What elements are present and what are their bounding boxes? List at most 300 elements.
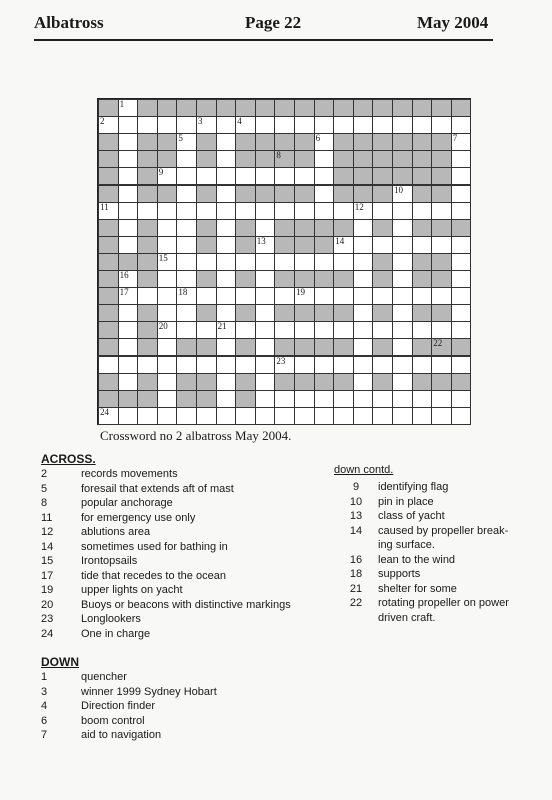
crossword-cell[interactable] <box>392 116 413 134</box>
crossword-cell[interactable] <box>451 133 472 151</box>
crossword-cell[interactable] <box>176 219 197 237</box>
crossword-cell[interactable] <box>255 304 276 322</box>
crossword-cell[interactable] <box>118 373 139 391</box>
crossword-cell[interactable] <box>118 99 139 117</box>
clue-text: lean to the wind <box>378 553 456 566</box>
crossword-cell[interactable] <box>176 116 197 134</box>
clue-row <box>41 728 217 743</box>
clue-text: rotating propeller on power driven craft. <box>378 597 509 624</box>
crossword-cell[interactable] <box>196 253 217 271</box>
crossword-cell[interactable] <box>451 116 472 134</box>
crossword-cell[interactable] <box>118 407 139 425</box>
crossword-cell[interactable] <box>255 338 276 356</box>
crossword-cell[interactable] <box>196 287 217 305</box>
crossword-cell[interactable] <box>255 253 276 271</box>
clue-row <box>41 554 291 569</box>
crossword-cell[interactable] <box>451 356 472 374</box>
crossword-cell[interactable] <box>255 219 276 237</box>
clue-row <box>334 495 518 510</box>
crossword-cell[interactable] <box>353 338 374 356</box>
crossword-cell[interactable] <box>157 202 178 220</box>
crossword-cell[interactable] <box>118 338 139 356</box>
crossword-cell[interactable] <box>353 116 374 134</box>
crossword-cell[interactable] <box>431 356 452 374</box>
clue-number: 16 <box>349 553 363 566</box>
clue-text: records movements <box>81 468 178 480</box>
crossword-cell[interactable] <box>118 185 139 203</box>
crossword-block <box>294 236 315 254</box>
crossword-block <box>98 270 119 288</box>
crossword-cell[interactable] <box>235 116 256 134</box>
crossword-block <box>176 99 197 117</box>
crossword-cell[interactable] <box>216 185 237 203</box>
clue-row <box>334 509 518 524</box>
crossword-cell[interactable] <box>157 321 178 339</box>
crossword-cell[interactable] <box>274 202 295 220</box>
crossword-cell[interactable] <box>176 236 197 254</box>
crossword-cell[interactable] <box>314 167 335 185</box>
crossword-cell[interactable] <box>392 390 413 408</box>
crossword-cell[interactable] <box>196 167 217 185</box>
crossword-block <box>137 321 158 339</box>
clue-row <box>41 467 291 482</box>
down-contd-heading: down contd. <box>334 464 394 476</box>
crossword-cell[interactable] <box>353 304 374 322</box>
crossword-cell[interactable] <box>216 338 237 356</box>
crossword-cell[interactable] <box>451 304 472 322</box>
crossword-block <box>137 373 158 391</box>
crossword-cell[interactable] <box>176 270 197 288</box>
crossword-cell[interactable] <box>431 407 452 425</box>
crossword-cell[interactable] <box>451 390 472 408</box>
crossword-cell[interactable] <box>216 373 237 391</box>
crossword-cell[interactable] <box>157 253 178 271</box>
crossword-cell[interactable] <box>216 304 237 322</box>
crossword-block <box>196 390 217 408</box>
crossword-cell[interactable] <box>372 407 393 425</box>
crossword-cell[interactable] <box>216 287 237 305</box>
crossword-cell[interactable] <box>412 356 433 374</box>
crossword-block <box>196 304 217 322</box>
crossword-cell[interactable] <box>392 321 413 339</box>
clue-number: 15 <box>41 555 54 567</box>
clue-number: 10 <box>394 184 403 195</box>
crossword-cell[interactable] <box>353 236 374 254</box>
clue-text: caused by propeller break-ing surface. <box>378 524 509 551</box>
crossword-cell[interactable] <box>294 356 315 374</box>
crossword-cell[interactable] <box>157 270 178 288</box>
crossword-cell[interactable] <box>176 253 197 271</box>
crossword-cell[interactable] <box>176 133 197 151</box>
crossword-cell[interactable] <box>372 236 393 254</box>
crossword-cell[interactable] <box>372 321 393 339</box>
clue-row <box>41 627 291 642</box>
clue-number: 5 <box>41 482 48 495</box>
crossword-cell[interactable] <box>294 167 315 185</box>
clue-number: 14 <box>349 524 363 537</box>
clue-text: Irontopsails <box>81 555 138 567</box>
crossword-cell[interactable] <box>412 390 433 408</box>
crossword-block <box>235 270 256 288</box>
crossword-block <box>451 373 472 391</box>
crossword-cell[interactable] <box>157 167 178 185</box>
crossword-cell[interactable] <box>118 287 139 305</box>
crossword-cell[interactable] <box>176 167 197 185</box>
clue-number: 12 <box>41 526 54 538</box>
crossword-cell[interactable] <box>314 185 335 203</box>
crossword-block <box>235 99 256 117</box>
crossword-cell[interactable] <box>255 407 276 425</box>
crossword-cell[interactable] <box>235 321 256 339</box>
crossword-block <box>235 133 256 151</box>
crossword-cell[interactable] <box>137 356 158 374</box>
crossword-cell[interactable] <box>216 116 237 134</box>
crossword-block <box>274 150 295 168</box>
crossword-cell[interactable] <box>451 185 472 203</box>
crossword-block <box>196 99 217 117</box>
clue-number: 9 <box>352 481 360 493</box>
crossword-cell[interactable] <box>314 407 335 425</box>
crossword-cell[interactable] <box>412 202 433 220</box>
crossword-cell[interactable] <box>372 287 393 305</box>
crossword-cell[interactable] <box>451 407 472 425</box>
crossword-block <box>431 150 452 168</box>
crossword-cell[interactable] <box>274 287 295 305</box>
clue-number: 19 <box>41 584 54 596</box>
crossword-cell[interactable] <box>118 116 139 134</box>
clue-number: 19 <box>296 287 305 298</box>
crossword-cell[interactable] <box>431 116 452 134</box>
crossword-cell[interactable] <box>196 202 217 220</box>
crossword-block <box>235 219 256 237</box>
crossword-block <box>157 133 178 151</box>
crossword-cell[interactable] <box>274 390 295 408</box>
crossword-cell[interactable] <box>255 373 276 391</box>
crossword-cell[interactable] <box>235 407 256 425</box>
crossword-block <box>372 150 393 168</box>
crossword-cell[interactable] <box>216 270 237 288</box>
crossword-cell[interactable] <box>157 338 178 356</box>
crossword-block <box>451 219 472 237</box>
crossword-cell[interactable] <box>333 202 354 220</box>
clue-number: 13 <box>256 235 266 246</box>
clue-number: 3 <box>41 685 48 698</box>
crossword-cell[interactable] <box>255 167 276 185</box>
clue-text: winner 1999 Sydney Hobart <box>81 685 217 698</box>
crossword-cell[interactable] <box>333 390 354 408</box>
crossword-cell[interactable] <box>314 133 335 151</box>
crossword-block <box>274 236 295 254</box>
crossword-block <box>372 185 393 203</box>
clue-number: 17 <box>41 569 54 582</box>
crossword-cell[interactable] <box>118 167 139 185</box>
crossword-cell[interactable] <box>176 321 197 339</box>
crossword-cell[interactable] <box>176 150 197 168</box>
crossword-cell[interactable] <box>314 390 335 408</box>
crossword-cell[interactable] <box>451 236 472 254</box>
crossword-block <box>333 167 354 185</box>
crossword-cell[interactable] <box>392 407 413 425</box>
crossword-cell[interactable] <box>216 407 237 425</box>
crossword-cell[interactable] <box>353 219 374 237</box>
clue-row <box>41 496 291 511</box>
crossword-block <box>412 304 433 322</box>
crossword-block <box>235 150 256 168</box>
crossword-cell[interactable] <box>314 287 335 305</box>
crossword-cell[interactable] <box>255 202 276 220</box>
crossword-cell[interactable] <box>255 270 276 288</box>
clue-number: 22 <box>349 597 363 609</box>
crossword-block <box>353 99 374 117</box>
crossword-cell[interactable] <box>98 202 119 220</box>
crossword-cell[interactable] <box>235 167 256 185</box>
crossword-cell[interactable] <box>176 287 197 305</box>
crossword-cell[interactable] <box>216 133 237 151</box>
crossword-cell[interactable] <box>216 356 237 374</box>
crossword-cell[interactable] <box>372 202 393 220</box>
crossword-cell[interactable] <box>412 407 433 425</box>
crossword-cell[interactable] <box>274 167 295 185</box>
crossword-cell[interactable] <box>118 356 139 374</box>
crossword-cell[interactable] <box>157 287 178 305</box>
crossword-cell[interactable] <box>372 390 393 408</box>
crossword-cell[interactable] <box>392 219 413 237</box>
crossword-cell[interactable] <box>333 321 354 339</box>
crossword-cell[interactable] <box>274 116 295 134</box>
crossword-block <box>294 338 315 356</box>
crossword-cell[interactable] <box>333 116 354 134</box>
crossword-cell[interactable] <box>157 219 178 237</box>
crossword-cell[interactable] <box>118 219 139 237</box>
crossword-cell[interactable] <box>431 236 452 254</box>
crossword-cell[interactable] <box>314 321 335 339</box>
crossword-cell[interactable] <box>333 236 354 254</box>
clue-text: supports <box>378 568 421 580</box>
crossword-cell[interactable] <box>157 236 178 254</box>
crossword-cell[interactable] <box>412 321 433 339</box>
crossword-cell[interactable] <box>372 356 393 374</box>
crossword-cell[interactable] <box>412 116 433 134</box>
crossword-cell[interactable] <box>216 253 237 271</box>
crossword-cell[interactable] <box>314 202 335 220</box>
crossword-cell[interactable] <box>333 287 354 305</box>
crossword-cell[interactable] <box>451 167 472 185</box>
crossword-cell[interactable] <box>176 356 197 374</box>
crossword-cell[interactable] <box>431 321 452 339</box>
clue-number: 2 <box>41 468 48 480</box>
crossword-cell[interactable] <box>216 202 237 220</box>
crossword-cell[interactable] <box>333 253 354 271</box>
crossword-cell[interactable] <box>392 338 413 356</box>
crossword-cell[interactable] <box>392 270 413 288</box>
crossword-cell[interactable] <box>216 321 237 339</box>
clue-number: 8 <box>276 150 281 161</box>
clue-text: popular anchorage <box>81 497 173 509</box>
clue-text: One in charge <box>81 627 151 640</box>
clue-row <box>334 582 518 597</box>
crossword-cell[interactable] <box>235 287 256 305</box>
crossword-cell[interactable] <box>157 407 178 425</box>
crossword-block <box>294 185 315 203</box>
crossword-cell[interactable] <box>157 390 178 408</box>
crossword-cell[interactable] <box>274 321 295 339</box>
crossword-cell[interactable] <box>118 270 139 288</box>
clue-text: ablutions area <box>81 526 151 538</box>
crossword-cell[interactable] <box>412 236 433 254</box>
crossword-cell[interactable] <box>392 373 413 391</box>
crossword-cell[interactable] <box>255 287 276 305</box>
clue-number: 22 <box>433 338 443 349</box>
crossword-cell[interactable] <box>118 304 139 322</box>
crossword-cell[interactable] <box>137 116 158 134</box>
crossword-cell[interactable] <box>451 321 472 339</box>
crossword-cell[interactable] <box>255 356 276 374</box>
crossword-block <box>137 150 158 168</box>
crossword-cell[interactable] <box>216 167 237 185</box>
crossword-cell[interactable] <box>196 116 217 134</box>
crossword-block <box>98 338 119 356</box>
crossword-block <box>98 167 119 185</box>
clue-number: 10 <box>349 495 363 508</box>
crossword-block <box>431 373 452 391</box>
crossword-cell[interactable] <box>216 150 237 168</box>
crossword-cell[interactable] <box>216 219 237 237</box>
crossword-block <box>98 304 119 322</box>
clue-row <box>334 553 518 568</box>
crossword-cell[interactable] <box>157 304 178 322</box>
crossword-cell[interactable] <box>431 390 452 408</box>
crossword-cell[interactable] <box>392 185 413 203</box>
crossword-block <box>392 150 413 168</box>
crossword-cell[interactable] <box>255 236 276 254</box>
crossword-cell[interactable] <box>412 287 433 305</box>
crossword-cell[interactable] <box>157 116 178 134</box>
crossword-cell[interactable] <box>353 356 374 374</box>
crossword-cell[interactable] <box>98 356 119 374</box>
crossword-cell[interactable] <box>294 202 315 220</box>
crossword-cell[interactable] <box>137 287 158 305</box>
crossword-cell[interactable] <box>118 202 139 220</box>
crossword-block <box>431 185 452 203</box>
crossword-cell[interactable] <box>392 356 413 374</box>
crossword-cell[interactable] <box>294 321 315 339</box>
crossword-cell[interactable] <box>372 116 393 134</box>
crossword-cell[interactable] <box>118 321 139 339</box>
crossword-cell[interactable] <box>294 116 315 134</box>
crossword-cell[interactable] <box>118 150 139 168</box>
crossword-cell[interactable] <box>392 202 413 220</box>
crossword-cell[interactable] <box>451 270 472 288</box>
crossword-cell[interactable] <box>216 236 237 254</box>
crossword-cell[interactable] <box>353 270 374 288</box>
clue-row <box>334 596 518 625</box>
clue-number: 11 <box>100 201 109 212</box>
crossword-cell[interactable] <box>176 407 197 425</box>
crossword-cell[interactable] <box>255 390 276 408</box>
crossword-cell[interactable] <box>353 253 374 271</box>
crossword-cell[interactable] <box>196 407 217 425</box>
crossword-cell[interactable] <box>176 202 197 220</box>
crossword-cell[interactable] <box>157 373 178 391</box>
crossword-block <box>137 133 158 151</box>
crossword-cell[interactable] <box>294 390 315 408</box>
crossword-cell[interactable] <box>255 321 276 339</box>
crossword-cell[interactable] <box>176 185 197 203</box>
crossword-cell[interactable] <box>294 407 315 425</box>
crossword-cell[interactable] <box>274 253 295 271</box>
crossword-cell[interactable] <box>118 236 139 254</box>
crossword-cell[interactable] <box>294 253 315 271</box>
crossword-cell[interactable] <box>353 321 374 339</box>
crossword-cell[interactable] <box>353 202 374 220</box>
crossword-cell[interactable] <box>196 356 217 374</box>
crossword-cell[interactable] <box>314 253 335 271</box>
crossword-cell[interactable] <box>451 202 472 220</box>
crossword-cell[interactable] <box>392 236 413 254</box>
crossword-cell[interactable] <box>353 373 374 391</box>
crossword-cell[interactable] <box>235 253 256 271</box>
crossword-cell[interactable] <box>274 356 295 374</box>
crossword-cell[interactable] <box>451 253 472 271</box>
clue-number: 4 <box>41 700 48 712</box>
crossword-cell[interactable] <box>176 304 197 322</box>
crossword-cell[interactable] <box>98 407 119 425</box>
clue-row <box>41 525 291 540</box>
crossword-cell[interactable] <box>118 133 139 151</box>
down-contd-clues <box>334 480 518 625</box>
crossword-cell[interactable] <box>392 253 413 271</box>
crossword-cell[interactable] <box>392 287 413 305</box>
clue-row <box>41 569 291 584</box>
clue-number: 16 <box>119 270 129 280</box>
crossword-block <box>372 133 393 151</box>
crossword-cell[interactable] <box>451 287 472 305</box>
crossword-cell[interactable] <box>274 407 295 425</box>
crossword-cell[interactable] <box>137 407 158 425</box>
crossword-cell[interactable] <box>431 202 452 220</box>
crossword-block <box>333 270 354 288</box>
crossword-cell[interactable] <box>216 390 237 408</box>
crossword-cell[interactable] <box>314 150 335 168</box>
crossword-cell[interactable] <box>451 150 472 168</box>
crossword-block <box>431 167 452 185</box>
clue-number: 12 <box>354 201 364 212</box>
crossword-cell[interactable] <box>294 287 315 305</box>
crossword-cell[interactable] <box>353 390 374 408</box>
crossword-cell[interactable] <box>196 321 217 339</box>
crossword-cell[interactable] <box>314 356 335 374</box>
crossword-cell[interactable] <box>98 116 119 134</box>
crossword-cell[interactable] <box>392 304 413 322</box>
crossword-cell[interactable] <box>255 116 276 134</box>
crossword-cell[interactable] <box>333 356 354 374</box>
crossword-cell[interactable] <box>431 287 452 305</box>
clue-row <box>334 567 518 582</box>
crossword-cell[interactable] <box>137 202 158 220</box>
crossword-cell[interactable] <box>235 202 256 220</box>
crossword-cell[interactable] <box>333 407 354 425</box>
crossword-cell[interactable] <box>157 356 178 374</box>
crossword-block <box>235 338 256 356</box>
crossword-cell[interactable] <box>314 116 335 134</box>
clue-row <box>41 511 291 526</box>
crossword-block <box>412 270 433 288</box>
crossword-cell[interactable] <box>235 356 256 374</box>
crossword-cell[interactable] <box>353 407 374 425</box>
crossword-cell[interactable] <box>353 287 374 305</box>
crossword-block <box>118 253 139 271</box>
crossword-block <box>176 390 197 408</box>
